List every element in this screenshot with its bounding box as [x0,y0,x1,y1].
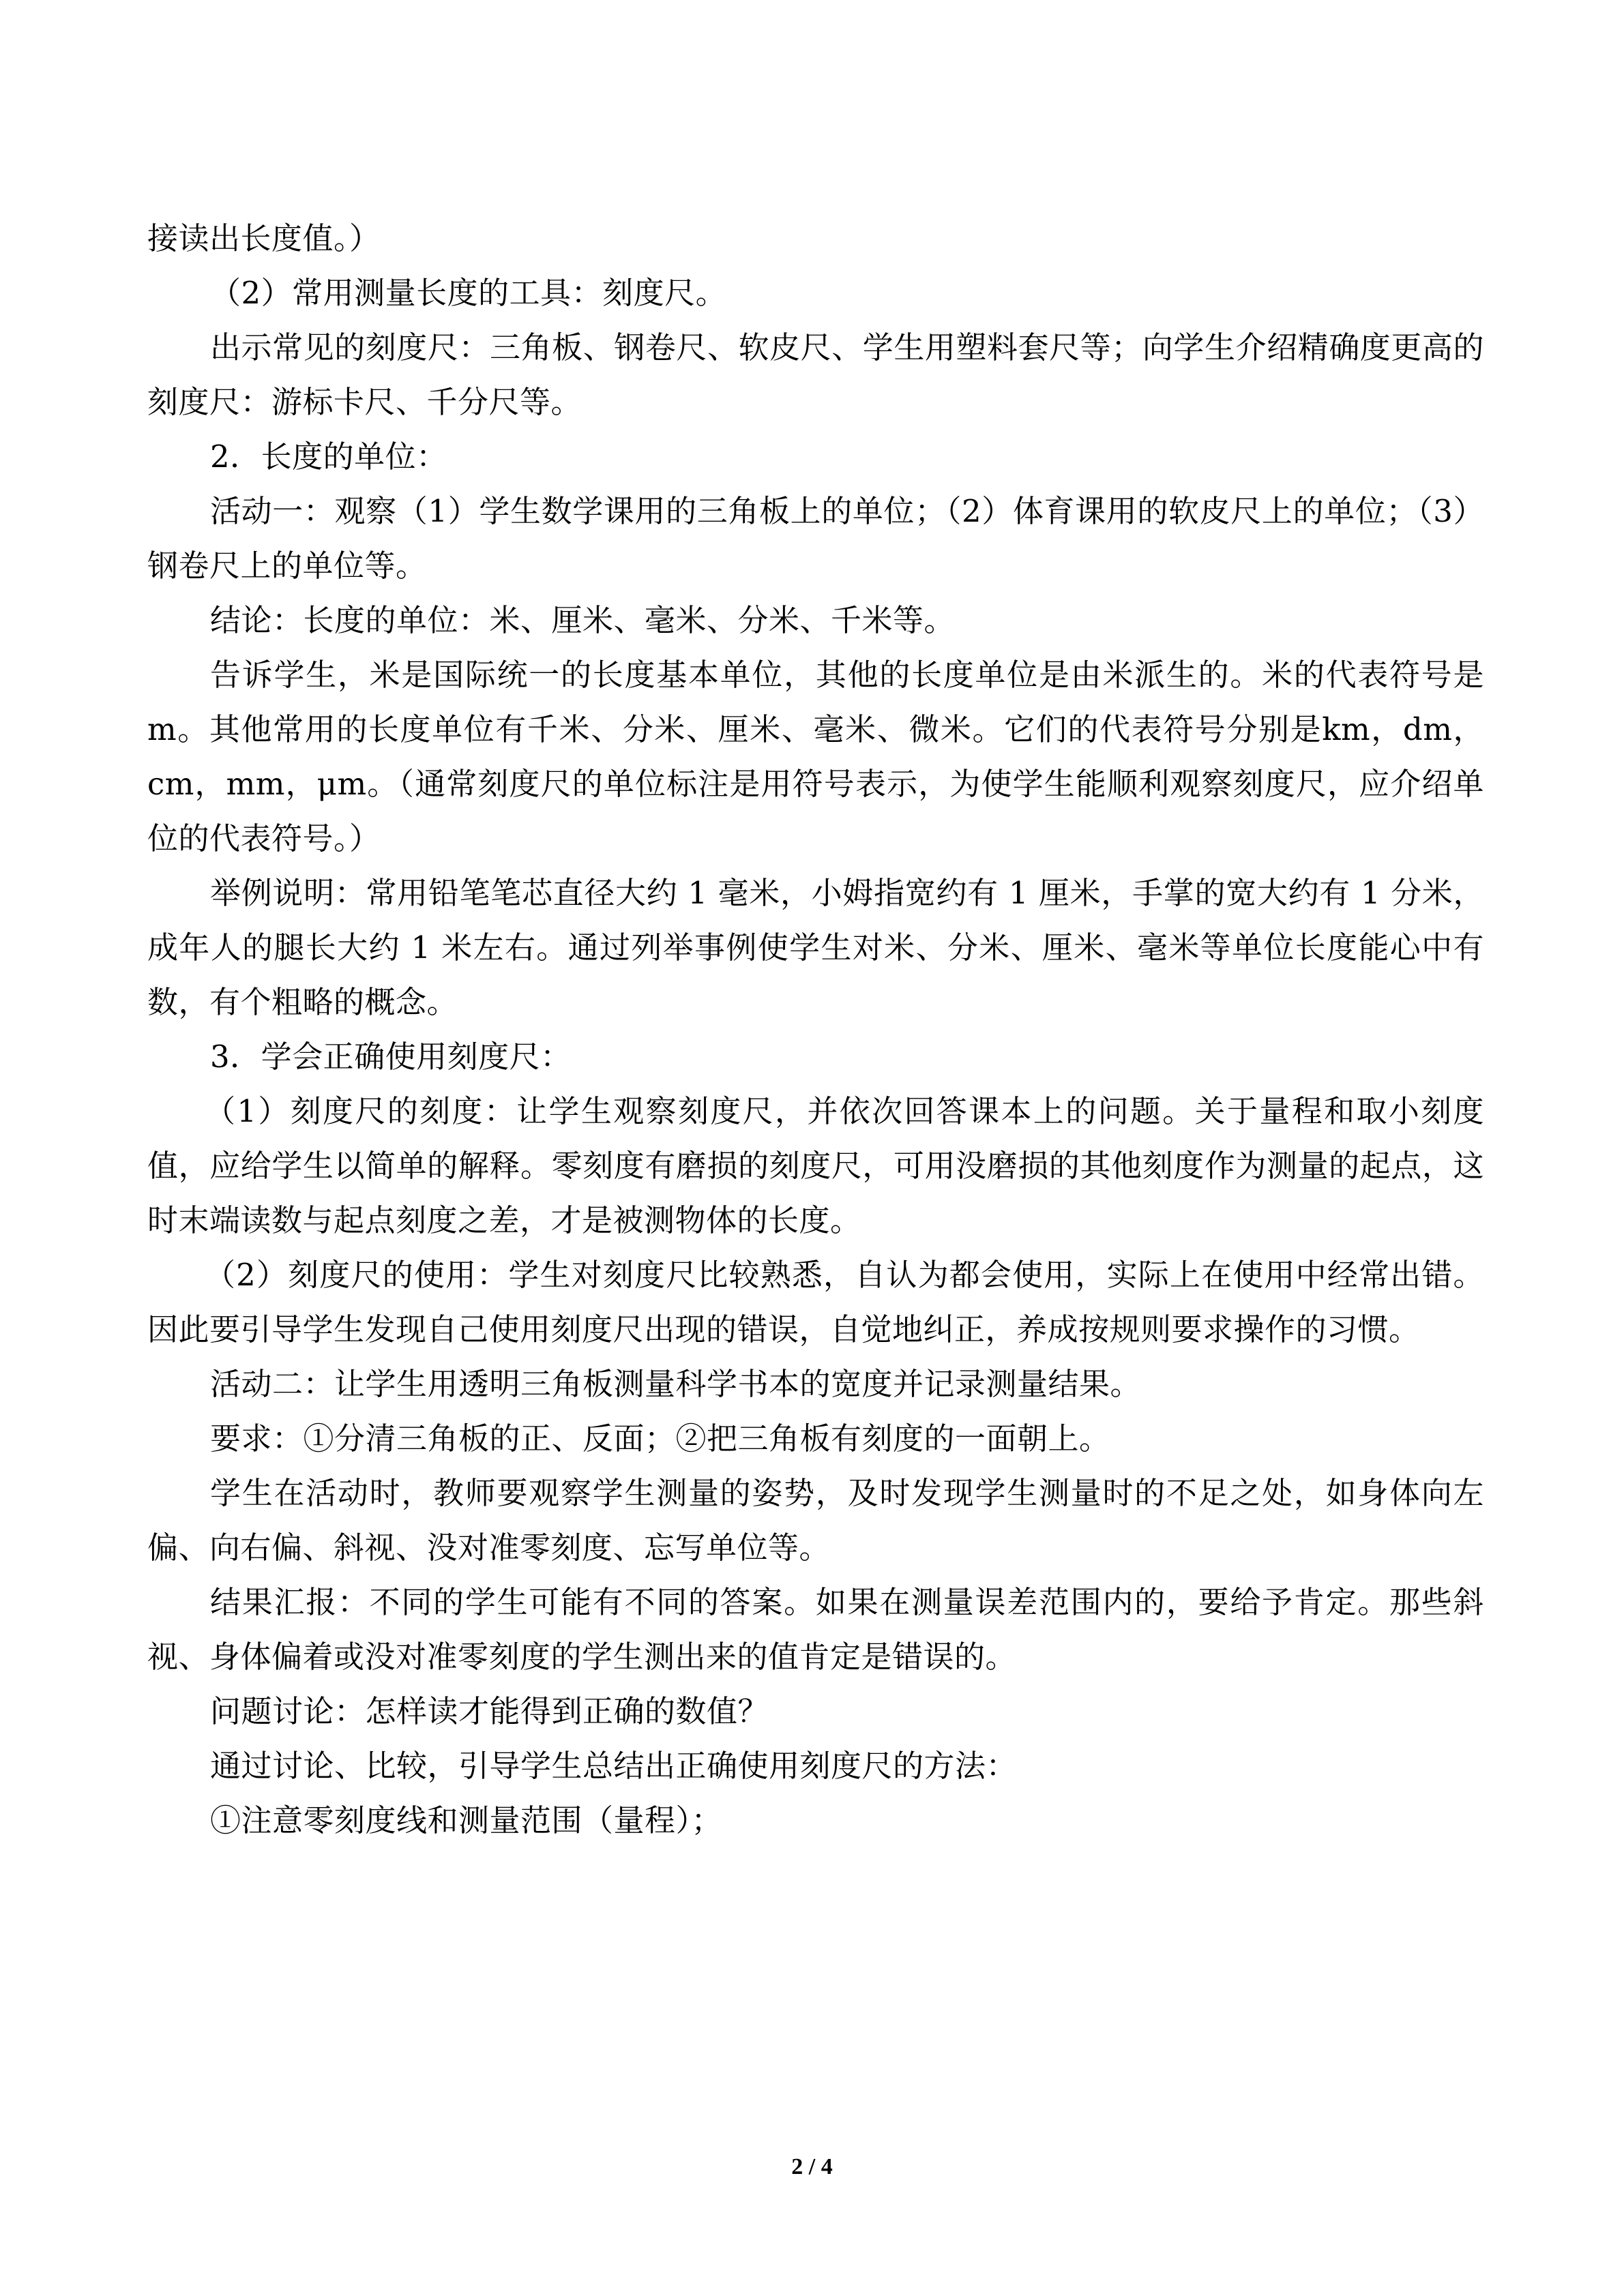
paragraph-continuation: 接读出长度值。） [147,220,381,256]
paragraph-ruler-scale: （1）刻度尺的刻度：让学生观察刻度尺，并依次回答课本上的问题。关于量程和取小刻度值，应给学生以简单的解释。零刻度有磨损的刻度尺，可用没磨损的其他刻度作为测量的起点，这时末端读数与起点刻度之差，才是被测物体的长度。 [147,1093,1484,1238]
paragraph-teacher-observation: 学生在活动时，教师要观察学生测量的姿势，及时发现学生测量时的不足之处，如身体向左偏、向右偏、斜视、没对准零刻度、忘写单位等。 [147,1475,1484,1566]
paragraph-meter-symbols: 告诉学生，米是国际统一的长度基本单位，其他的长度单位是由米派生的。米的代表符号是 m。其他常用的长度单位有千米、分米、厘米、毫米、微米。它们的代表符号分别是km，dm，cm，mm，μm。（通常刻度尺的单位标注是用符号表示，为使学生能顺利观察刻度尺，应介绍单位的代表符号。） [147,657,1484,856]
page-number: 2 / 4 [791,2154,833,2179]
paragraph-activity-one: 活动一：观察（1）学生数学课用的三角板上的单位；（2）体育课用的软皮尺上的单位；（3）钢卷尺上的单位等。 [147,493,1484,584]
paragraph-conclusion: 结论：长度的单位：米、厘米、毫米、分米、千米等。 [210,602,956,638]
paragraph-requirements: 要求：①分清三角板的正、反面；②把三角板有刻度的一面朝上。 [210,1420,1110,1457]
document-body [147,211,1484,1848]
paragraph-common-rulers: 出示常见的刻度尺：三角板、钢卷尺、软皮尺、学生用塑料套尺等；向学生介绍精确度更高的刻度尺：游标卡尺、千分尺等。 [147,329,1484,420]
paragraph-question-discussion: 问题讨论：怎样读才能得到正确的数值？ [210,1693,769,1729]
paragraph-results-report: 结果汇报：不同的学生可能有不同的答案。如果在测量误差范围内的，要给予肯定。那些斜视、身体偏着或没对准零刻度的学生测出来的值肯定是错误的。 [147,1584,1484,1675]
paragraph-examples: 举例说明：常用铅笔笔芯直径大约 1 毫米，小姆指宽约有 1 厘米，手掌的宽大约有 1 分米，成年人的腿长大约 1 米左右。通过列举事例使学生对米、分米、厘米、毫米等单位长度能心中有数，有个粗略的概念。 [147,875,1484,1020]
paragraph-ruler-usage: （2）刻度尺的使用：学生对刻度尺比较熟悉，自认为都会使用，实际上在使用中经常出错。因此要引导学生发现自己使用刻度尺出现的错误，自觉地纠正，养成按规则要求操作的习惯。 [147,1257,1484,1347]
section-heading-using-ruler: 3．学会正确使用刻度尺： [210,1039,572,1075]
paragraph-summary-method: 通过讨论、比较，引导学生总结出正确使用刻度尺的方法： [210,1748,1018,1784]
section-heading-units: 2．长度的单位： [210,438,447,475]
paragraph-tool-heading: （2）常用测量长度的工具：刻度尺。 [210,275,727,311]
paragraph-activity-two: 活动二：让学生用透明三角板测量科学书本的宽度并记录测量结果。 [210,1366,1142,1402]
paragraph-zero-mark: ①注意零刻度线和测量范围（量程）； [210,1802,723,1838]
